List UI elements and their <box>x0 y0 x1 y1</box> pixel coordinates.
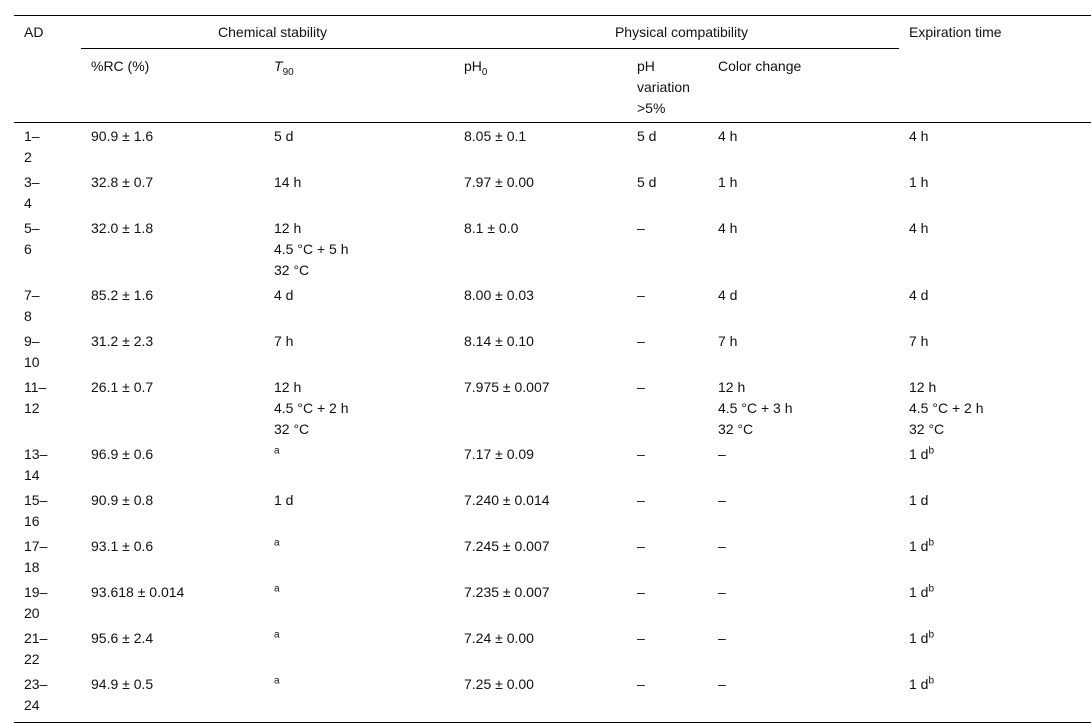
expiration-value: 1 d <box>909 584 929 600</box>
cell-ad <box>14 123 81 171</box>
t90-line: 14 h <box>274 174 302 190</box>
t90-line: 7 h <box>274 333 294 349</box>
cell-t90 <box>264 329 454 375</box>
ph-variation-value: 5 d <box>637 128 657 144</box>
expiration-value: 4 h <box>909 220 929 236</box>
color-change-line: 7 h <box>718 333 738 349</box>
ph-variation-value: 5 d <box>637 174 657 190</box>
cell-ph-variation <box>627 283 708 329</box>
cell-ad <box>14 442 81 488</box>
t90-line: 5 d <box>274 128 294 144</box>
rc-value: 96.9 ± 0.6 <box>91 446 154 462</box>
table-row <box>14 170 1091 216</box>
cell-ph-variation <box>627 329 708 375</box>
cell-ph-variation <box>627 626 708 672</box>
color-change-line: 4.5 °C + 3 h <box>718 400 793 416</box>
header-chemical-stability: Chemical stability <box>81 16 454 49</box>
table-row <box>14 375 1091 442</box>
cell-ad <box>14 488 81 534</box>
ad-line: 22 <box>24 651 40 667</box>
ph-variation-value: – <box>637 333 645 349</box>
expiration-footnote-mark: b <box>928 675 935 687</box>
color-change-line: 4 h <box>718 220 738 236</box>
cell-expiration <box>899 329 1091 375</box>
t90-footnote-mark: a <box>274 629 280 641</box>
cell-color-change <box>708 626 899 672</box>
color-change-line: – <box>718 492 726 508</box>
t90-line: 4.5 °C + 2 h <box>274 400 349 416</box>
header-ad: AD <box>14 16 81 123</box>
cell-ph0 <box>454 580 627 626</box>
cell-ph-variation <box>627 672 708 723</box>
ph-variation-value: – <box>637 538 645 554</box>
ph-variation-value: – <box>637 446 645 462</box>
cell-t90 <box>264 534 454 580</box>
cell-color-change <box>708 580 899 626</box>
ad-line: 5– <box>24 220 40 236</box>
ad-line: 13– <box>24 446 48 462</box>
cell-t90 <box>264 580 454 626</box>
ad-line: 10 <box>24 354 40 370</box>
cell-ph0 <box>454 626 627 672</box>
expiration-footnote-mark: b <box>928 629 935 641</box>
cell-rc <box>81 672 264 723</box>
cell-t90 <box>264 123 454 171</box>
cell-expiration <box>899 283 1091 329</box>
cell-color-change <box>708 375 899 442</box>
ph0-value: 7.245 ± 0.007 <box>464 538 550 554</box>
cell-expiration <box>899 626 1091 672</box>
ad-line: 8 <box>24 308 32 324</box>
header-ph0 <box>454 49 627 123</box>
cell-color-change <box>708 123 899 171</box>
expiration-line: 4.5 °C + 2 h <box>909 400 984 416</box>
color-change-line: 4 d <box>718 287 738 303</box>
rc-value: 85.2 ± 1.6 <box>91 287 154 303</box>
expiration-value: 1 d <box>909 630 929 646</box>
ph0-value: 7.235 ± 0.007 <box>464 584 550 600</box>
cell-ad <box>14 170 81 216</box>
expiration-value: 4 d <box>909 287 929 303</box>
t90-line: 12 h <box>274 220 302 236</box>
cell-rc <box>81 375 264 442</box>
header-ph-variation-line: >5% <box>637 100 666 116</box>
cell-ph0 <box>454 534 627 580</box>
ad-line: 23– <box>24 676 48 692</box>
color-change-line: 32 °C <box>718 421 754 437</box>
stability-table <box>14 15 1091 723</box>
cell-ad <box>14 216 81 283</box>
cell-t90 <box>264 375 454 442</box>
cell-expiration <box>899 442 1091 488</box>
cell-ph0 <box>454 375 627 442</box>
ph-variation-value: – <box>637 379 645 395</box>
header-expiration-time: Expiration time <box>899 16 1091 123</box>
cell-ph0 <box>454 123 627 171</box>
ph0-value: 7.17 ± 0.09 <box>464 446 534 462</box>
table-row <box>14 283 1091 329</box>
rc-value: 95.6 ± 2.4 <box>91 630 154 646</box>
cell-rc <box>81 283 264 329</box>
expiration-value: 7 h <box>909 333 929 349</box>
t90-footnote-mark: a <box>274 675 280 687</box>
cell-t90 <box>264 626 454 672</box>
rc-value: 93.618 ± 0.014 <box>91 584 185 600</box>
ph-variation-value: – <box>637 287 645 303</box>
ad-line: 21– <box>24 630 48 646</box>
rc-value: 93.1 ± 0.6 <box>91 538 154 554</box>
ad-line: 24 <box>24 697 40 713</box>
cell-rc <box>81 580 264 626</box>
rc-value: 32.8 ± 0.7 <box>91 174 154 190</box>
color-change-line: – <box>718 446 726 462</box>
cell-t90 <box>264 216 454 283</box>
header-t90-main: T <box>274 58 283 74</box>
cell-ph0 <box>454 170 627 216</box>
cell-ad <box>14 283 81 329</box>
ad-line: 6 <box>24 241 32 257</box>
rc-value: 32.0 ± 1.8 <box>91 220 154 236</box>
ad-line: 3– <box>24 174 40 190</box>
header-ph0-main: pH <box>464 58 482 74</box>
ad-line: 11– <box>24 379 47 395</box>
expiration-line: 12 h <box>909 379 937 395</box>
ph-variation-value: – <box>637 630 645 646</box>
cell-rc <box>81 329 264 375</box>
header-rc: %RC (%) <box>81 49 264 123</box>
cell-ph-variation <box>627 375 708 442</box>
cell-ad <box>14 534 81 580</box>
ph0-value: 8.05 ± 0.1 <box>464 128 527 144</box>
cell-rc <box>81 534 264 580</box>
cell-color-change <box>708 170 899 216</box>
header-color-change: Color change <box>708 49 899 123</box>
expiration-footnote-mark: b <box>928 445 935 457</box>
expiration-value: 1 h <box>909 174 929 190</box>
ad-line: 15– <box>24 492 48 508</box>
color-change-line: 1 h <box>718 174 738 190</box>
ph-variation-value: – <box>637 676 645 692</box>
table-row <box>14 216 1091 283</box>
cell-ph-variation <box>627 123 708 171</box>
cell-ph0 <box>454 442 627 488</box>
expiration-value: 1 d <box>909 538 929 554</box>
header-physical-compatibility: Physical compatibility <box>454 16 899 49</box>
table-body <box>14 123 1091 723</box>
ad-line: 17– <box>24 538 48 554</box>
header-ph-variation <box>627 49 708 123</box>
ad-line: 4 <box>24 195 32 211</box>
cell-t90 <box>264 170 454 216</box>
cell-expiration <box>899 534 1091 580</box>
ad-line: 19– <box>24 584 48 600</box>
cell-color-change <box>708 534 899 580</box>
cell-expiration <box>899 216 1091 283</box>
cell-ad <box>14 580 81 626</box>
cell-t90 <box>264 442 454 488</box>
cell-ph0 <box>454 672 627 723</box>
header-ph-variation-line: pH <box>637 58 655 74</box>
t90-footnote-mark: a <box>274 537 280 549</box>
expiration-line: 32 °C <box>909 421 945 437</box>
cell-ph-variation <box>627 216 708 283</box>
table-row <box>14 580 1091 626</box>
t90-footnote-mark: a <box>274 583 280 595</box>
cell-ad <box>14 375 81 442</box>
cell-ph-variation <box>627 170 708 216</box>
t90-line: 4.5 °C + 5 h <box>274 241 349 257</box>
color-change-line: – <box>718 584 726 600</box>
header-ph-variation-line: variation <box>637 79 690 95</box>
cell-color-change <box>708 329 899 375</box>
cell-expiration <box>899 375 1091 442</box>
cell-ph0 <box>454 329 627 375</box>
table-row <box>14 442 1091 488</box>
rc-value: 26.1 ± 0.7 <box>91 379 154 395</box>
expiration-value: 4 h <box>909 128 929 144</box>
ph-variation-value: – <box>637 584 645 600</box>
table-row <box>14 534 1091 580</box>
cell-ph-variation <box>627 534 708 580</box>
cell-ph0 <box>454 488 627 534</box>
cell-expiration <box>899 123 1091 171</box>
color-change-line: – <box>718 676 726 692</box>
t90-line: 12 h <box>274 379 302 395</box>
ph0-value: 7.240 ± 0.014 <box>464 492 550 508</box>
ph0-value: 7.25 ± 0.00 <box>464 676 534 692</box>
t90-footnote-mark: a <box>274 445 280 457</box>
cell-color-change <box>708 216 899 283</box>
ph0-value: 8.00 ± 0.03 <box>464 287 534 303</box>
cell-rc <box>81 442 264 488</box>
cell-expiration <box>899 488 1091 534</box>
ad-line: 12 <box>24 400 40 416</box>
expiration-value: 1 d <box>909 676 929 692</box>
cell-rc <box>81 170 264 216</box>
cell-t90 <box>264 283 454 329</box>
ad-line: 14 <box>24 467 40 483</box>
ad-line: 18 <box>24 559 40 575</box>
cell-ad <box>14 626 81 672</box>
ph0-value: 8.14 ± 0.10 <box>464 333 534 349</box>
cell-rc <box>81 488 264 534</box>
cell-color-change <box>708 672 899 723</box>
t90-line: 32 °C <box>274 262 310 278</box>
cell-expiration <box>899 170 1091 216</box>
expiration-value: 1 d <box>909 446 929 462</box>
cell-expiration <box>899 672 1091 723</box>
color-change-line: – <box>718 538 726 554</box>
cell-ad <box>14 672 81 723</box>
cell-color-change <box>708 283 899 329</box>
table-row <box>14 488 1091 534</box>
ad-line: 16 <box>24 513 40 529</box>
cell-ph0 <box>454 283 627 329</box>
ad-line: 7– <box>24 287 40 303</box>
rc-value: 31.2 ± 2.3 <box>91 333 154 349</box>
ph0-value: 7.24 ± 0.00 <box>464 630 534 646</box>
header-ph0-sub: 0 <box>481 66 488 78</box>
color-change-line: 4 h <box>718 128 738 144</box>
cell-ph-variation <box>627 442 708 488</box>
rc-value: 94.9 ± 0.5 <box>91 676 154 692</box>
cell-color-change <box>708 488 899 534</box>
header-t90 <box>264 49 454 123</box>
expiration-value: 1 d <box>909 492 929 508</box>
table-header <box>14 16 1091 123</box>
cell-t90 <box>264 672 454 723</box>
ad-line: 20 <box>24 605 40 621</box>
cell-rc <box>81 626 264 672</box>
ph0-value: 7.975 ± 0.007 <box>464 379 550 395</box>
cell-ad <box>14 329 81 375</box>
cell-expiration <box>899 580 1091 626</box>
cell-color-change <box>708 442 899 488</box>
rc-value: 90.9 ± 1.6 <box>91 128 154 144</box>
cell-t90 <box>264 488 454 534</box>
t90-line: 4 d <box>274 287 294 303</box>
expiration-footnote-mark: b <box>928 583 935 595</box>
ph-variation-value: – <box>637 492 645 508</box>
ph0-value: 8.1 ± 0.0 <box>464 220 519 236</box>
ad-line: 2 <box>24 149 32 165</box>
table-row <box>14 672 1091 723</box>
cell-ph-variation <box>627 580 708 626</box>
t90-line: 32 °C <box>274 421 310 437</box>
ad-line: 1– <box>24 128 40 144</box>
color-change-line: – <box>718 630 726 646</box>
cell-ph0 <box>454 216 627 283</box>
table-row <box>14 329 1091 375</box>
header-t90-sub: 90 <box>282 66 294 78</box>
table-row <box>14 123 1091 171</box>
ad-line: 9– <box>24 333 40 349</box>
ph-variation-value: – <box>637 220 645 236</box>
t90-line: 1 d <box>274 492 294 508</box>
cell-rc <box>81 216 264 283</box>
cell-ph-variation <box>627 488 708 534</box>
color-change-line: 12 h <box>718 379 746 395</box>
cell-rc <box>81 123 264 171</box>
rc-value: 90.9 ± 0.8 <box>91 492 154 508</box>
expiration-footnote-mark: b <box>928 537 935 549</box>
ph0-value: 7.97 ± 0.00 <box>464 174 534 190</box>
table-row <box>14 626 1091 672</box>
